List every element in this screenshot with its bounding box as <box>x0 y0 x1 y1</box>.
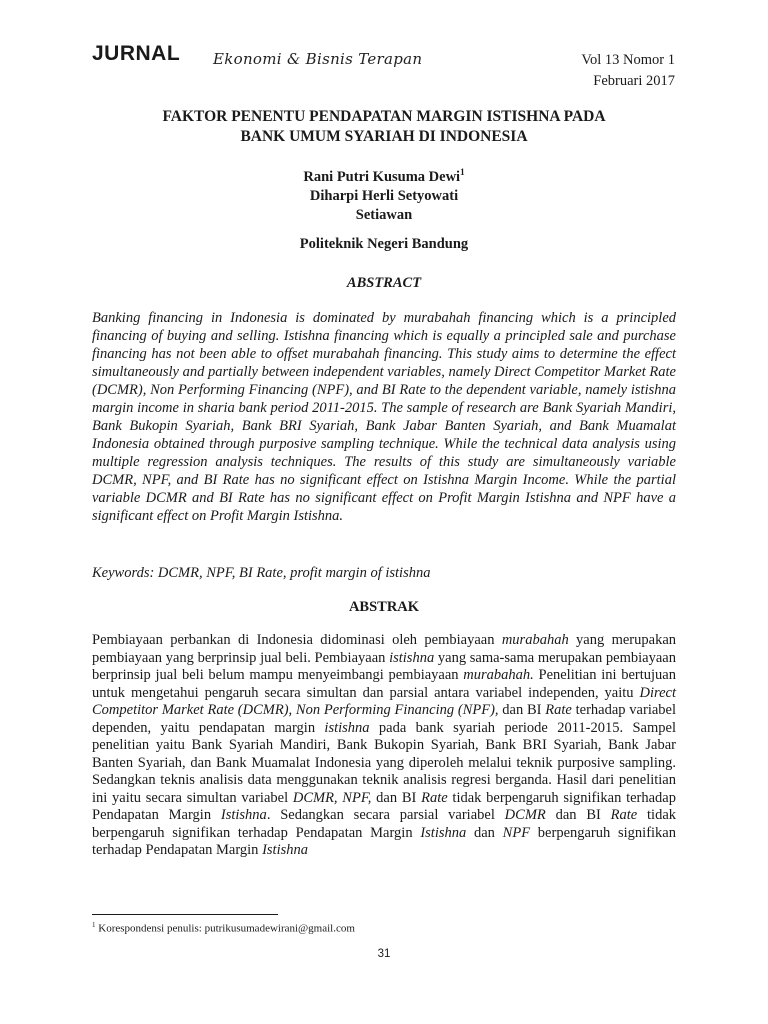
abstrak-text: terhadap variabel dependen, yaitu pendapatan margin <box>92 702 677 736</box>
abstrak-text: dan BI <box>498 702 546 718</box>
abstrak-term: Istishna <box>262 842 308 858</box>
abstrak-term: istishna <box>389 649 435 666</box>
abstrak-term: Istishna <box>220 807 267 823</box>
page-number: 31 <box>377 948 391 960</box>
volume-number: Vol 13 Nomor 1 <box>581 52 675 68</box>
author-1-name: Rani Putri Kusuma Dewi <box>303 168 461 185</box>
paper-title <box>92 107 676 147</box>
abstrak-term: murabahah <box>501 632 569 648</box>
footnote-mark: 1 <box>92 921 96 929</box>
abstrak-term: Rate <box>610 807 638 823</box>
footnote-text: Korespondensi penulis: putrikusumadewirani@gmail.com <box>95 922 355 935</box>
journal-name: JURNAL <box>92 42 181 65</box>
abstrak-term: murabahah. <box>463 667 534 683</box>
keywords: Keywords: DCMR, NPF, BI Rate, profit margin of istishna <box>92 565 431 581</box>
issue-info <box>581 50 675 92</box>
abstrak-text: yang merupakan pembiayaan yang berprinsip jual beli. Pembiayaan <box>92 632 677 666</box>
abstrak-term: istishna <box>324 719 370 736</box>
author-3: Setiawan <box>355 206 413 223</box>
issue-date: Februari 2017 <box>593 73 675 89</box>
title-line-2: BANK UMUM SYARIAH DI INDONESIA <box>240 128 528 145</box>
author-2: Diharpi Herli Setyowati <box>309 187 459 204</box>
abstrak-text: tidak berpengaruh signifikan terhadap Pendapatan Margin <box>92 807 677 841</box>
abstrak-text: . Sedangkan secara parsial variabel <box>266 807 505 823</box>
author-1-footnote-mark: 1 <box>460 167 465 177</box>
author-list <box>92 163 676 225</box>
abstrak-term: NPF <box>502 824 531 841</box>
abstrak-term: Direct Competitor Market Rate (DCMR), Non Performing Financing (NPF), <box>92 684 676 718</box>
abstrak-text: Pembiayaan perbankan di Indonesia didominasi oleh pembiayaan <box>92 632 502 648</box>
author-1 <box>92 163 676 187</box>
abstrak-text: dan BI <box>371 789 422 806</box>
abstrak-text: pada bank syariah periode 2011-2015. Sampel penelitian yaitu Bank Syariah Mandiri, Bank Bukopin Syariah, Bank BRI Syariah, Bank Jabar Banten Syariah, dan Bank Muamalat Indonesia yang diperoleh melalui teknik purposive sampling. Sedangkan teknis analisis data menggunakan teknik analisis regresi berganda. Hasil dari penelitian ini yaitu secara simultan variabel <box>92 719 676 806</box>
correspondence-footnote <box>92 921 355 935</box>
abstrak-term: DCMR <box>504 807 546 823</box>
abstrak-text: dan <box>466 824 503 841</box>
abstrak-heading: ABSTRAK <box>348 599 420 615</box>
abstrak-term: Rate <box>421 789 448 806</box>
title-line-1: FAKTOR PENENTU PENDAPATAN MARGIN ISTISHNA PADA <box>162 108 606 125</box>
affiliation: Politeknik Negeri Bandung <box>299 236 469 252</box>
abstrak-text: yang sama-sama merupakan pembiayaan berprinsip jual beli belum mampu menyeimbangi pembiayaan <box>92 649 676 683</box>
abstrak-text: dan BI <box>545 807 611 823</box>
abstrak-body <box>92 632 676 860</box>
footnote-divider <box>92 914 278 915</box>
abstrak-term: Rate <box>545 702 572 718</box>
abstrak-term: Istishna <box>420 824 467 841</box>
journal-subtitle: Ekonomi & Bisnis Terapan <box>213 50 423 68</box>
abstrak-text: Penelitian ini bertujuan untuk mengetahui pengaruh secara simultan dan parsial antara variabel independen, yaitu <box>92 667 676 701</box>
abstrak-text: berpengaruh signifikan terhadap Pendapatan Margin <box>92 824 676 858</box>
abstract-body: Banking financing in Indonesia is dominated by murabahah financing which is a principled financing of buying and selling. Istishna financing which is equally a principled sale and purchase financing has not been able to offset murabahah financing. This study aims to determine the effect simultaneously and partially between independent variables, namely Direct Competitor Market Rate (DCMR), Non Performing Financing (NPF), and BI Rate to the dependent variable, namely istishna margin income in sharia bank period 2011-2015. The sample of research are Bank Syariah Mandiri, Bank Bukopin Syariah, Bank BRI Syariah, Bank Jabar Banten Syariah, and Bank Muamalat Indonesia obtained through purposive sampling technique. While the technical data analysis using multiple regression analysis techniques. The results of this study are simultaneously variable DCMR, NPF, and BI Rate has no significant effect on Istishna Margin Income. While the partial variable DCMR and BI Rate has no significant effect on Profit Margin Istishna and NPF have a significant effect on Profit Margin Istishna. <box>92 310 676 524</box>
abstrak-term: DCMR, NPF, <box>292 789 372 806</box>
abstrak-text: tidak berpengaruh signifikan terhadap Pendapatan Margin <box>92 789 676 823</box>
abstract-heading: ABSTRACT <box>346 275 422 291</box>
